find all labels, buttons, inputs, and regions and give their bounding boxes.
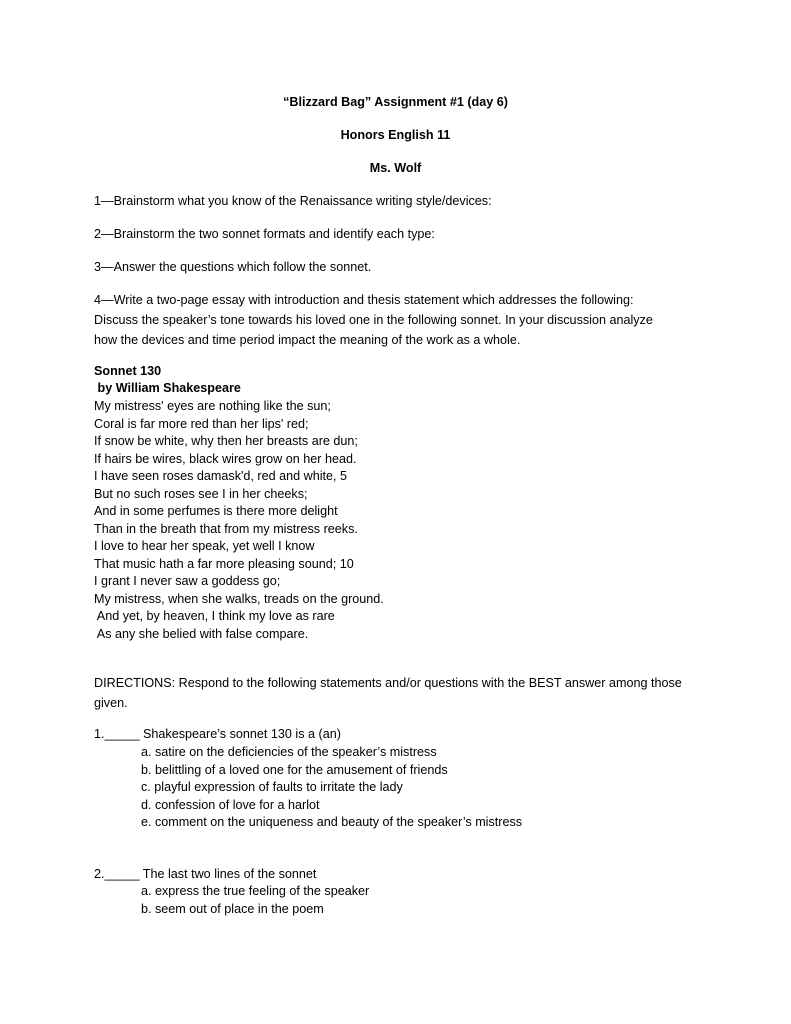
- sonnet-line: As any she belied with false compare.: [94, 626, 309, 641]
- sonnet-line: Coral is far more red than her lips' red;: [94, 416, 309, 431]
- question-1-option-e: e. comment on the uniqueness and beauty of the speaker’s mistress: [141, 815, 523, 829]
- task-4-line-2: Discuss the speaker’s tone towards his loved one in the following sonnet. In your discussion analyze: [94, 313, 653, 327]
- sonnet-line: But no such roses see I in her cheeks;: [94, 486, 308, 501]
- sonnet-title: Sonnet 130: [94, 364, 162, 378]
- sonnet-author: by William Shakespeare: [94, 381, 241, 395]
- task-3: 3—Answer the questions which follow the sonnet.: [94, 260, 372, 274]
- question-1-option-c: c. playful expression of faults to irritate the lady: [141, 780, 403, 794]
- sonnet-line: And yet, by heaven, I think my love as rare: [94, 609, 335, 623]
- teacher-name: Ms. Wolf: [369, 161, 422, 175]
- directions-line-1: DIRECTIONS: Respond to the following statements and/or questions with the BEST answer among those: [94, 676, 682, 690]
- question-2-option-a: a. express the true feeling of the speaker: [141, 884, 370, 898]
- question-1-option-d: d. confession of love for a harlot: [141, 798, 320, 812]
- course-name: Honors English 11: [340, 128, 451, 142]
- question-1-option-b: b. belittling of a loved one for the amusement of friends: [141, 763, 448, 777]
- task-4-line-1: 4—Write a two-page essay with introduction and thesis statement which addresses the following:: [94, 293, 634, 307]
- sonnet-line: If hairs be wires, black wires grow on her head.: [94, 451, 357, 466]
- directions-line-2: given.: [94, 696, 128, 710]
- sonnet-line: I love to hear her speak, yet well I know: [94, 539, 315, 553]
- question-2-option-b: b. seem out of place in the poem: [141, 902, 324, 916]
- sonnet-line: I grant I never saw a goddess go;: [94, 574, 281, 588]
- question-2-stem: 2._____ The last two lines of the sonnet: [94, 867, 317, 881]
- sonnet-line: If snow be white, why then her breasts are dun;: [94, 434, 358, 448]
- sonnet-line: My mistress, when she walks, treads on the ground.: [94, 591, 384, 606]
- question-1-stem: 1._____ Shakespeare’s sonnet 130 is a (an): [94, 727, 341, 741]
- task-1: 1—Brainstorm what you know of the Renaissance writing style/devices:: [94, 194, 492, 208]
- sonnet-line: I have seen roses damask'd, red and white, 5: [94, 469, 348, 483]
- sonnet-line: And in some perfumes is there more delight: [94, 504, 338, 518]
- sonnet-line: Than in the breath that from my mistress reeks.: [94, 521, 358, 536]
- sonnet-line: My mistress' eyes are nothing like the sun;: [94, 399, 331, 413]
- question-1-option-a: a. satire on the deficiencies of the speaker’s mistress: [141, 745, 437, 759]
- task-4-line-3: how the devices and time period impact the meaning of the work as a whole.: [94, 333, 521, 347]
- sonnet-line: That music hath a far more pleasing sound; 10: [94, 556, 354, 571]
- assignment-title: “Blizzard Bag” Assignment #1 (day 6): [283, 95, 508, 109]
- task-2: 2—Brainstorm the two sonnet formats and identify each type:: [94, 227, 435, 241]
